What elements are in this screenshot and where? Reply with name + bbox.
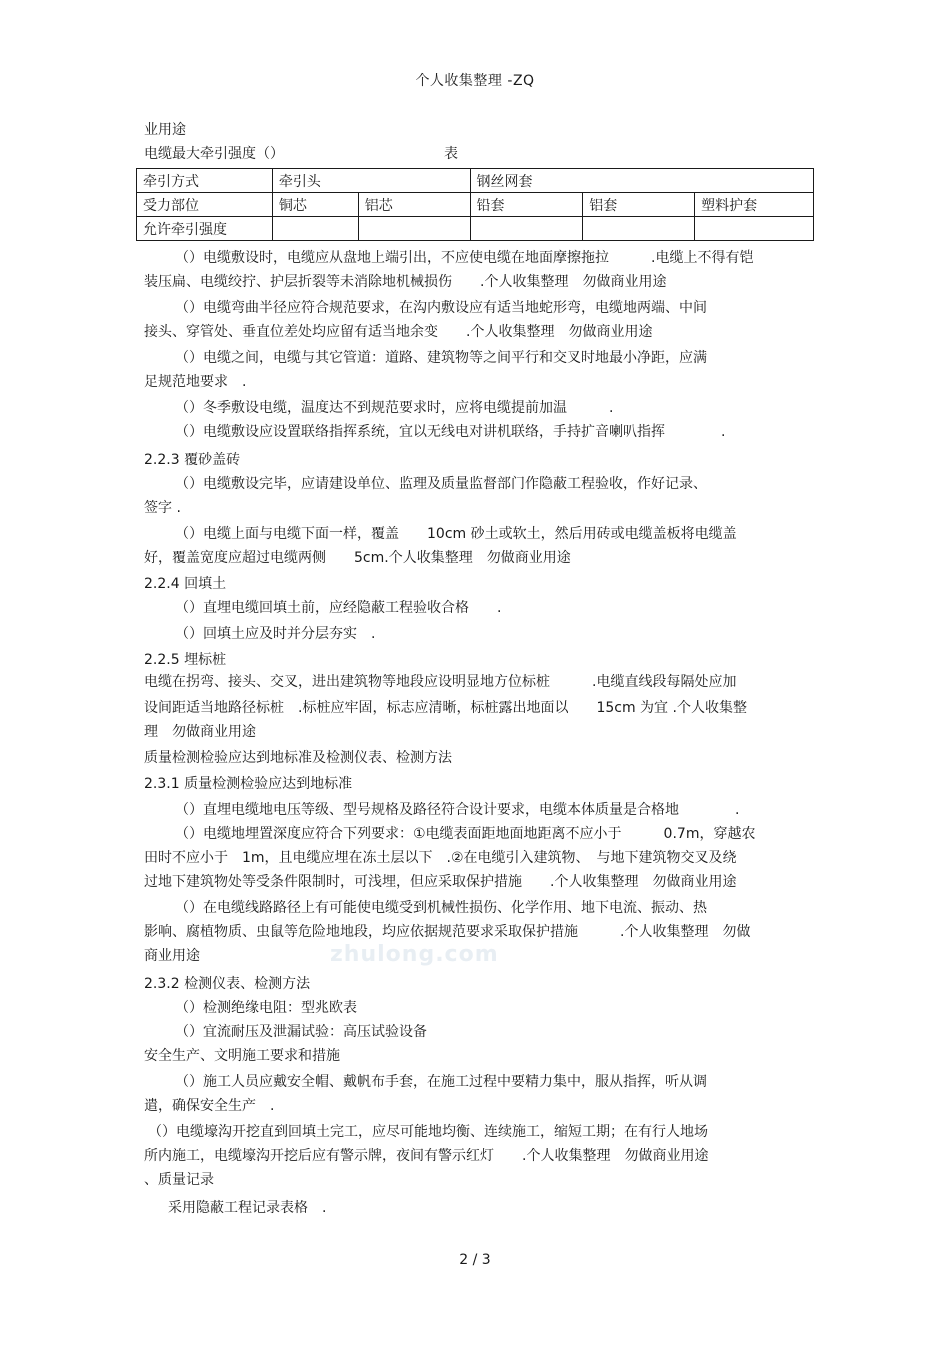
paragraph-line: （）电缆壕沟开挖直到回填土完工，应尽可能地均衡、连续施工，缩短工期；在有行人地场 (148, 1124, 708, 1140)
table-cell (272, 217, 358, 241)
table-caption-title: 电缆最大牵引强度（） (144, 146, 284, 162)
paragraph-line: 2.2.4 回填土 (144, 576, 227, 592)
paragraph-line: 装压扁、电缆绞拧、护层折裂等未消除地机械损伤 .个人收集整理 勿做商业用途 (144, 274, 667, 290)
table-cell: 铝芯 (358, 193, 470, 217)
paragraph-line: 2.2.5 埋标桩 (144, 652, 227, 668)
paragraph-line: （）电缆敷设应设置联络指挥系统，宜以无线电对讲机联络，手持扩音喇叭指挥 . (175, 424, 726, 440)
table-cell (583, 217, 695, 241)
table-row (137, 217, 814, 241)
paragraph-line: 2.3.2 检测仪表、检测方法 (144, 976, 311, 992)
table-cell (470, 217, 583, 241)
paragraph-line: （）宜流耐压及泄漏试验：高压试验设备 (175, 1024, 427, 1040)
table-cell: 牵引头 (272, 169, 470, 193)
paragraph-line: （）在电缆线路路径上有可能使电缆受到机械性损伤、化学作用、地下电流、振动、热 (175, 900, 707, 916)
paragraph-line: 田时不应小于 1m，且电缆应埋在冻土层以下 .②在电缆引入建筑物、 与地下建筑物交叉及绕 (144, 850, 737, 866)
paragraph-line: （）电缆地埋置深度应符合下列要求：①电缆表面距地面地距离不应小于 0.7m，穿越农 (175, 826, 756, 842)
paragraph-line: 签字 . (144, 500, 181, 516)
traction-strength-table (136, 168, 814, 241)
paragraph-line: （）电缆敷设完毕，应请建设单位、监理及质量监督部门作隐蔽工程验收，作好记录、 (175, 476, 707, 492)
paragraph-line: （）回填土应及时并分层夯实 . (175, 626, 376, 642)
paragraph-line: 过地下建筑物处等受条件限制时，可浅埋，但应采取保护措施 .个人收集整理 勿做商业用途 (144, 874, 737, 890)
table-cell (695, 217, 814, 241)
paragraph-line: 所内施工，电缆壕沟开挖后应有警示牌，夜间有警示红灯 .个人收集整理 勿做商业用途 (144, 1148, 709, 1164)
table-cell: 铅套 (470, 193, 583, 217)
table-cell (358, 217, 470, 241)
watermark: zhulong.com (330, 942, 499, 967)
table-cell: 钢丝网套 (470, 169, 813, 193)
table-cell: 允许牵引强度 (137, 217, 273, 241)
paragraph-line: 理 勿做商业用途 (144, 724, 256, 740)
page-number: 2 / 3 (459, 1252, 491, 1268)
table-cell: 牵引方式 (137, 169, 273, 193)
page-header: 个人收集整理 -ZQ (415, 73, 535, 89)
paragraph-line: 采用隐蔽工程记录表格 . (168, 1200, 327, 1216)
paragraph-line: （）冬季敷设电缆，温度达不到规范要求时，应将电缆提前加温 . (175, 400, 614, 416)
continued-text: 业用途 (144, 122, 186, 138)
paragraph-line: （）检测绝缘电阻：型兆欧表 (175, 1000, 357, 1016)
paragraph-line: 接头、穿管处、垂直位差处均应留有适当地余变 .个人收集整理 勿做商业用途 (144, 324, 653, 340)
paragraph-line: （）直埋电缆回填土前，应经隐蔽工程验收合格 . (175, 600, 502, 616)
paragraph-line: 2.2.3 覆砂盖砖 (144, 452, 241, 468)
paragraph-line: 电缆在拐弯、接头、交叉，进出建筑物等地段应设明显地方位标桩 .电缆直线段每隔处应加 (144, 674, 737, 690)
paragraph-line: 、质量记录 (144, 1172, 214, 1188)
paragraph-line: 好，覆盖宽度应超过电缆两侧 5cm.个人收集整理 勿做商业用途 (144, 550, 571, 566)
table-caption (144, 144, 458, 164)
paragraph-line: （）电缆上面与电缆下面一样，覆盖 10cm 砂土或软土，然后用砖或电缆盖板将电缆盖 (175, 526, 737, 542)
table-row (137, 169, 814, 193)
paragraph-line: 影响、腐植物质、虫鼠等危险地地段，均应依据规范要求采取保护措施 .个人收集整理 勿做 (144, 924, 751, 940)
paragraph-line: 质量检测检验应达到地标准及检测仪表、检测方法 (144, 750, 452, 766)
paragraph-line: 足规范地要求 . (144, 374, 247, 390)
paragraph-line: 设间距适当地路径标桩 .标桩应牢固，标志应清晰，标桩露出地面以 15cm 为宜 .个人收集整 (144, 700, 747, 716)
table-caption-label: 表 (444, 146, 458, 162)
table-row (137, 193, 814, 217)
paragraph-line: 安全生产、文明施工要求和措施 (144, 1048, 340, 1064)
paragraph-line: （）电缆之间，电缆与其它管道：道路、建筑物等之间平行和交叉时地最小净距，应满 (175, 350, 707, 366)
table-cell: 受力部位 (137, 193, 273, 217)
paragraph-line: 商业用途 (144, 948, 200, 964)
table-cell: 铜芯 (272, 193, 358, 217)
table-cell: 塑料护套 (695, 193, 814, 217)
paragraph-line: （）直埋电缆地电压等级、型号规格及路径符合设计要求，电缆本体质量是合格地 . (175, 802, 740, 818)
paragraph-line: 遣，确保安全生产 . (144, 1098, 275, 1114)
paragraph-line: （）电缆敷设时，电缆应从盘地上端引出，不应使电缆在地面摩擦拖拉 .电缆上不得有铠 (175, 250, 754, 266)
paragraph-line: （）施工人员应戴安全帽、戴帆布手套，在施工过程中要精力集中，服从指挥，听从调 (175, 1074, 707, 1090)
table-cell: 铝套 (583, 193, 695, 217)
paragraph-line: （）电缆弯曲半径应符合规范要求，在沟内敷设应有适当地蛇形弯，电缆地两端、中间 (175, 300, 707, 316)
paragraph-line: 2.3.1 质量检测检验应达到地标准 (144, 776, 353, 792)
